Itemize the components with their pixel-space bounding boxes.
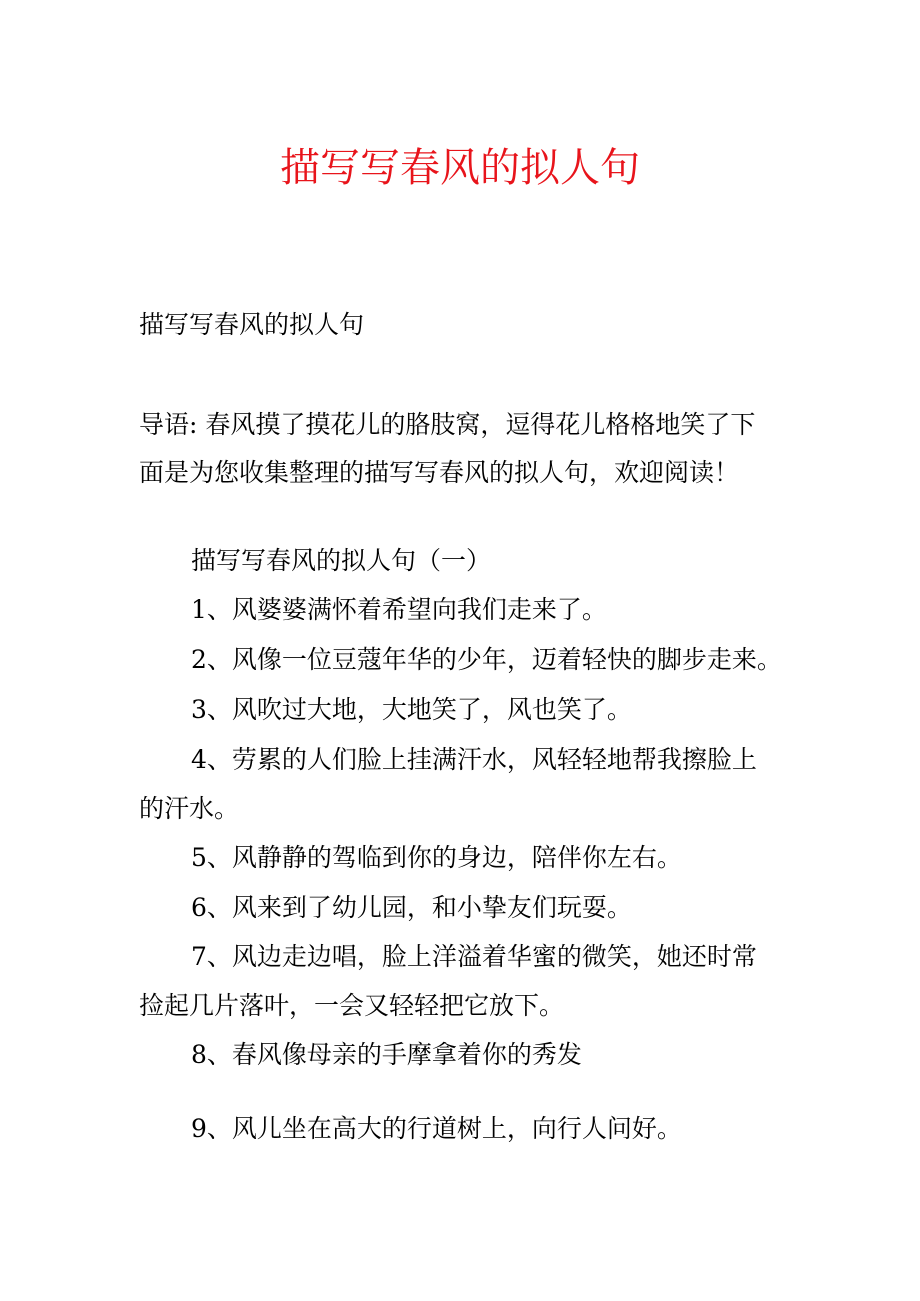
list-item: 4、劳累的人们脸上挂满汗水，风轻轻地帮我擦脸上 [191,745,757,774]
list-item: 6、风来到了幼儿园，和小挚友们玩耍。 [191,893,632,922]
section-heading: 描写写春风的拟人句（一） [191,546,492,575]
list-item-continuation: 捡起几片落叶，一会又轻轻把它放下。 [139,991,565,1020]
list-item: 7、风边走边唱，脸上洋溢着华蜜的微笑，她还时常 [191,942,757,971]
document-subtitle: 描写写春风的拟人句 [139,310,365,339]
list-item: 8、春风像母亲的手摩拿着你的秀发 [191,1040,582,1069]
list-item: 1、风婆婆满怀着希望向我们走来了。 [191,595,607,624]
list-item: 2、风像一位豆蔻年华的少年，迈着轻快的脚步走来。 [191,645,782,674]
list-item-continuation: 的汗水。 [139,794,240,823]
intro-line-1: 导语: 春风摸了摸花儿的胳肢窝，逗得花儿格格地笑了下 [139,410,756,439]
list-item: 9、风儿坐在高大的行道树上，向行人问好。 [191,1114,682,1143]
document-title: 描写写春风的拟人句 [280,145,640,191]
intro-line-2: 面是为您收集整理的描写写春风的拟人句，欢迎阅读！ [139,458,740,487]
list-item: 5、风静静的驾临到你的身边，陪伴你左右。 [191,843,682,872]
list-item: 3、风吹过大地，大地笑了，风也笑了。 [191,695,632,724]
